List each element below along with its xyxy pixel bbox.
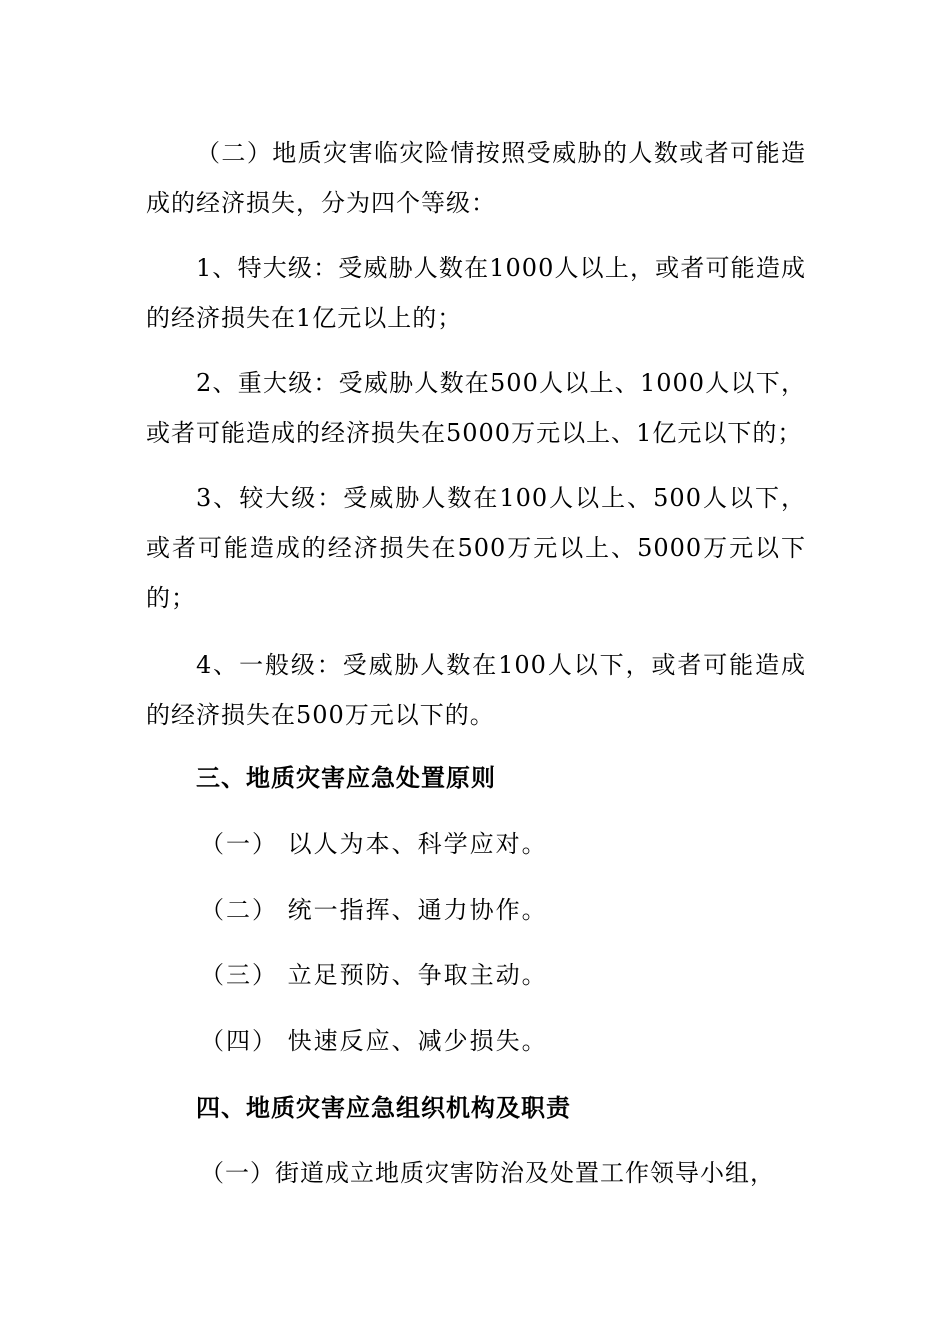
principle-item-3: （三） 立足预防、争取主动。 xyxy=(200,961,548,989)
principle-item-4: （四） 快速反应、减少损失。 xyxy=(200,1027,548,1055)
paragraph-hazard-levels-intro: （二）地质灾害临灾险情按照受威胁的人数或者可能造成的经济损失，分为四个等级： xyxy=(146,139,806,217)
section-3-heading: 三、地质灾害应急处置原则 xyxy=(196,764,496,792)
principle-item-1: （一） 以人为本、科学应对。 xyxy=(200,830,548,858)
section-4-first-line: （一）街道成立地质灾害防治及处置工作领导小组， xyxy=(200,1159,775,1187)
paragraph-level-3: 3、较大级：受威胁人数在100人以上、500人以下，或者可能造成的经济损失在500万元以上、5000万元以下的； xyxy=(146,484,806,612)
principle-item-2: （二） 统一指挥、通力协作。 xyxy=(200,896,548,924)
section-4-heading: 四、地质灾害应急组织机构及职责 xyxy=(196,1094,571,1122)
paragraph-level-4: 4、一般级：受威胁人数在100人以下，或者可能造成的经济损失在500万元以下的。 xyxy=(146,651,806,729)
paragraph-level-1: 1、特大级：受威胁人数在1000人以上，或者可能造成的经济损失在1亿元以上的； xyxy=(146,254,806,332)
paragraph-level-2: 2、重大级：受威胁人数在500人以上、1000人以下，或者可能造成的经济损失在5000万元以上、1亿元以下的； xyxy=(146,369,806,447)
